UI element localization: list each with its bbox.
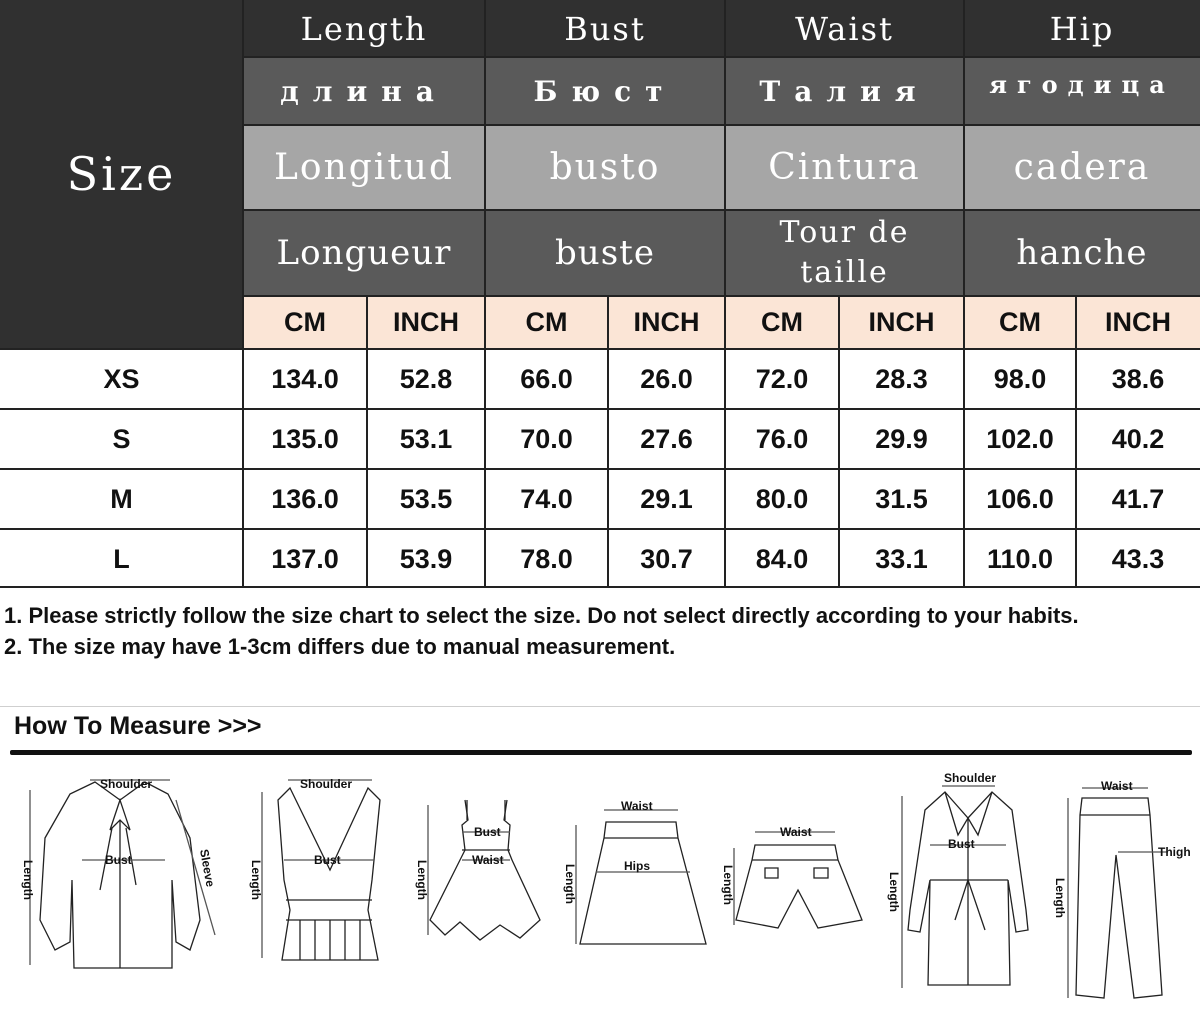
table-cell [367, 350, 485, 408]
grid-line [243, 295, 1200, 297]
label-length: Length [249, 860, 263, 900]
size-l: L [113, 543, 130, 574]
table-cell [725, 530, 839, 588]
size-s: S [112, 423, 131, 454]
grid-line [366, 296, 368, 588]
header-fr-hip-text: hanche [1016, 233, 1148, 273]
header-en-waist-text: Waist [795, 9, 894, 48]
cell-value: 78.0 [520, 543, 573, 574]
header-es-waist [725, 125, 964, 210]
unit-label: INCH [868, 306, 935, 337]
row-size-label [0, 410, 243, 468]
label-length: Length [563, 864, 577, 904]
grid-line [0, 468, 1200, 470]
unit-cell [964, 296, 1076, 348]
header-es-length [243, 125, 485, 210]
table-cell [608, 410, 725, 468]
how-to-measure-title: How To Measure >>> [14, 712, 262, 740]
size-notes [4, 600, 1194, 662]
table-cell [839, 350, 964, 408]
header-es-bust [485, 125, 725, 210]
grid-line [963, 0, 965, 588]
table-cell [725, 410, 839, 468]
cell-value: 70.0 [520, 423, 573, 454]
header-fr-length-text: Longueur [276, 233, 452, 273]
label-bust: Bust [105, 853, 132, 867]
label-length: Length [21, 860, 35, 900]
cell-value: 72.0 [755, 363, 809, 394]
header-es-bust-text: busto [549, 147, 661, 188]
shorts-illustration [721, 825, 862, 928]
cell-value: 28.3 [875, 363, 928, 394]
size-column-header [0, 0, 243, 348]
grid-line [243, 56, 1200, 58]
cell-value: 98.0 [993, 363, 1047, 394]
size-label: Size [66, 147, 177, 201]
title-underline [10, 750, 1192, 755]
grid-line [0, 348, 1200, 350]
header-fr-waist-text: Tour de taille [779, 215, 910, 290]
cell-value: 26.0 [640, 363, 693, 394]
table-cell [725, 350, 839, 408]
header-ru-hip-text: ягодица [989, 70, 1175, 99]
grid-line [607, 296, 609, 588]
unit-label: CM [761, 306, 803, 337]
grid-line [243, 124, 1200, 126]
cell-value: 53.5 [399, 483, 453, 514]
header-en-hip-text: Hip [1049, 9, 1115, 48]
grid-line [0, 528, 1200, 530]
table-cell [485, 350, 608, 408]
cell-value: 106.0 [986, 483, 1054, 514]
label-length: Length [721, 865, 735, 905]
grid-line [838, 296, 840, 588]
grid-line [0, 586, 1200, 588]
unit-cell [367, 296, 485, 348]
cell-value: 41.7 [1111, 483, 1165, 514]
table-cell [243, 470, 367, 528]
label-waist: Waist [1101, 779, 1133, 793]
table-cell [839, 530, 964, 588]
table-cell [839, 470, 964, 528]
cell-value: 53.1 [399, 423, 453, 454]
cell-value: 136.0 [271, 483, 339, 514]
label-waist: Waist [472, 853, 504, 867]
table-cell [243, 410, 367, 468]
unit-cell [243, 296, 367, 348]
header-en-length-text: Length [300, 9, 428, 48]
unit-label: INCH [1105, 306, 1171, 337]
grid-line [1075, 296, 1077, 588]
cell-value: 74.0 [520, 483, 573, 514]
cell-value: 134.0 [271, 363, 339, 394]
grid-line [243, 209, 1200, 211]
table-cell [367, 470, 485, 528]
unit-label: CM [284, 306, 326, 337]
row-size-label [0, 470, 243, 528]
header-es-waist-text: Cintura [768, 147, 921, 188]
header-fr-bust [485, 210, 725, 296]
header-ru-bust [485, 57, 725, 125]
header-en-bust [485, 0, 725, 57]
header-en-waist [725, 0, 964, 57]
cell-value: 110.0 [986, 543, 1054, 574]
table-cell [839, 410, 964, 468]
table-cell [367, 530, 485, 588]
row-size-label [0, 530, 243, 588]
table-cell [1076, 530, 1200, 588]
unit-cell [839, 296, 964, 348]
cell-value: 31.5 [875, 483, 928, 514]
skirt-illustration [563, 799, 706, 944]
label-thigh: Thigh [1158, 845, 1191, 859]
note-2: 2. The size may have 1-3cm differs due to manual measurement. [4, 634, 676, 659]
header-en-hip [964, 0, 1200, 57]
header-es-hip [964, 125, 1200, 210]
label-shoulder: Shoulder [300, 777, 353, 791]
coat-illustration [887, 771, 1028, 988]
table-cell [367, 410, 485, 468]
header-ru-length [243, 57, 485, 125]
table-cell [608, 530, 725, 588]
header-ru-waist-text: Талия [759, 74, 930, 108]
table-cell [964, 410, 1076, 468]
cell-value: 33.1 [875, 543, 928, 574]
cell-value: 38.6 [1111, 363, 1165, 394]
unit-label: CM [525, 306, 568, 337]
grid-line [484, 0, 486, 588]
table-cell [964, 530, 1076, 588]
unit-cell [608, 296, 725, 348]
measure-illustrations [0, 760, 1200, 1020]
header-en-length [243, 0, 485, 57]
header-ru-length-text: длина [280, 74, 448, 108]
vest-illustration [249, 777, 380, 960]
label-length: Length [415, 860, 429, 900]
row-size-label [0, 350, 243, 408]
cell-value: 137.0 [271, 543, 339, 574]
size-xs: XS [103, 363, 140, 394]
cell-value: 84.0 [755, 543, 809, 574]
grid-line [724, 0, 726, 588]
cell-value: 27.6 [640, 423, 693, 454]
header-ru-bust-text: Бюст [533, 74, 677, 108]
cell-value: 29.1 [640, 483, 693, 514]
note-1: 1. Please strictly follow the size chart to select the size. Do not select directly according to your habits. [4, 603, 1079, 628]
unit-label: CM [999, 306, 1041, 337]
dress-illustration [415, 800, 540, 940]
header-fr-hip [964, 210, 1200, 296]
table-cell [485, 530, 608, 588]
label-hips: Hips [624, 859, 651, 873]
cell-value: 135.0 [271, 423, 339, 454]
table-cell [243, 350, 367, 408]
header-es-hip-text: cadera [1013, 147, 1151, 188]
section-divider [0, 706, 1200, 707]
blouse-illustration [21, 777, 217, 968]
label-length: Length [887, 872, 901, 912]
table-cell [964, 470, 1076, 528]
header-ru-waist [725, 57, 964, 125]
table-cell [964, 350, 1076, 408]
header-fr-waist [725, 210, 964, 296]
header-fr-bust-text: buste [555, 233, 655, 273]
label-bust: Bust [314, 853, 341, 867]
cell-value: 80.0 [755, 483, 809, 514]
header-es-length-text: Longitud [273, 147, 455, 188]
cell-value: 43.3 [1111, 543, 1165, 574]
unit-label: INCH [393, 306, 459, 337]
label-bust: Bust [948, 837, 975, 851]
header-ru-hip [964, 57, 1200, 125]
table-cell [608, 350, 725, 408]
unit-label: INCH [633, 306, 700, 337]
label-bust: Bust [474, 825, 501, 839]
cell-value: 52.8 [399, 363, 453, 394]
table-cell [1076, 350, 1200, 408]
cell-value: 102.0 [986, 423, 1054, 454]
unit-cell [1076, 296, 1200, 348]
unit-cell [725, 296, 839, 348]
table-cell [608, 470, 725, 528]
header-en-bust-text: Bust [564, 9, 646, 48]
unit-cell [485, 296, 608, 348]
table-cell [485, 470, 608, 528]
header-fr-length [243, 210, 485, 296]
cell-value: 40.2 [1111, 423, 1165, 454]
table-cell [725, 470, 839, 528]
label-shoulder: Shoulder [944, 771, 997, 785]
label-length: Length [1053, 878, 1067, 918]
table-cell [243, 530, 367, 588]
cell-value: 76.0 [755, 423, 809, 454]
cell-value: 29.9 [875, 423, 928, 454]
label-waist: Waist [780, 825, 812, 839]
grid-line [0, 408, 1200, 410]
label-shoulder: Shoulder [100, 777, 153, 791]
table-cell [485, 410, 608, 468]
cell-value: 66.0 [520, 363, 573, 394]
size-m: M [110, 483, 133, 514]
label-sleeve: Sleeve [197, 848, 218, 888]
table-cell [1076, 410, 1200, 468]
label-waist: Waist [621, 799, 653, 813]
cell-value: 53.9 [399, 543, 453, 574]
table-cell [1076, 470, 1200, 528]
trousers-illustration [1053, 779, 1191, 998]
grid-line [242, 0, 244, 588]
cell-value: 30.7 [640, 543, 693, 574]
